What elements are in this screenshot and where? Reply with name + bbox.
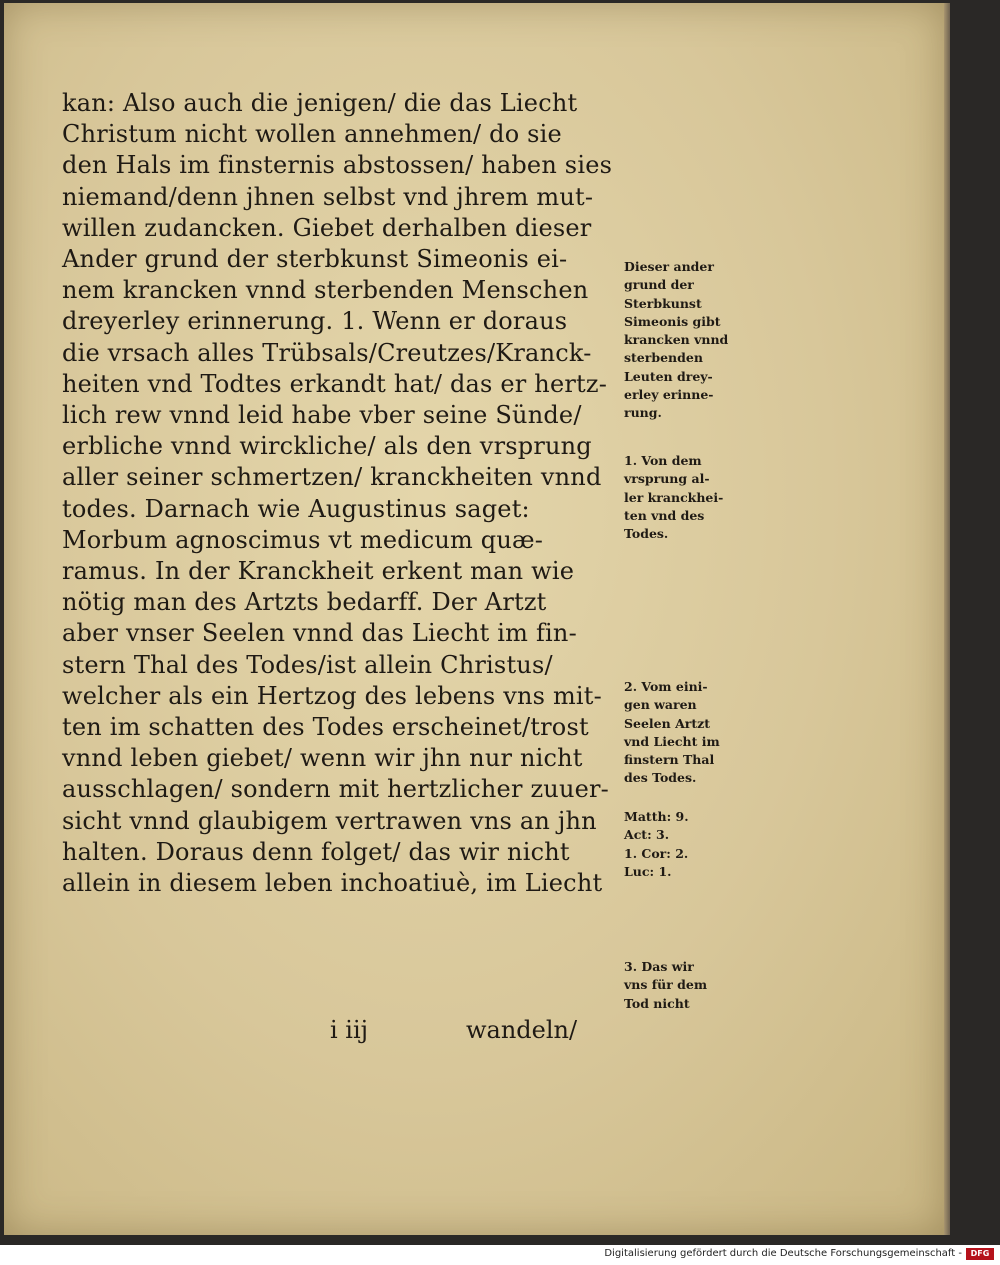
margin-note-seelen-artzt (624, 678, 720, 788)
text-line: ramus. In der Kranckheit erkent man wie (62, 557, 575, 586)
text-line: nötig man des Artzts bedarff. Der Artzt (62, 588, 547, 617)
margin-note-line: 2. Vom eini- (624, 679, 708, 694)
margin-note-line: Todes. (624, 526, 669, 542)
margin-note-line: Luc: 1. (624, 863, 672, 879)
margin-note-line: erley erinne- (624, 387, 714, 403)
margin-note-line: ler kranckhei- (624, 489, 724, 505)
margin-note-line: 1. Cor: 2. (624, 845, 689, 861)
text-line: ausschlagen/ sondern mit hertzlicher zuuer- (62, 775, 609, 804)
margin-note-line: Simeonis gibt (624, 313, 721, 329)
margin-note-line: ten vnd des (624, 507, 705, 523)
margin-note-line: vrsprung al- (624, 471, 710, 487)
margin-note-sterbkunst (624, 258, 728, 423)
text-line: halten. Doraus denn folget/ das wir nicht (62, 837, 570, 866)
text-line: Ander grund der sterbkunst Simeonis ei- (62, 245, 568, 274)
funding-credit: Digitalisierung gefördert durch die Deutsche Forschungsgemeinschaft - (604, 1248, 962, 1259)
text-line: die vrsach alles Trübsals/Creutzes/Kranck- (62, 338, 592, 367)
margin-note-tod (624, 958, 707, 1013)
margin-note-line: vns für dem (624, 977, 708, 993)
catchword: wandeln/ (466, 1016, 578, 1044)
margin-note-line: Dieser ander (624, 259, 714, 274)
margin-note-line: grund der (624, 277, 694, 293)
margin-note-line: Seelen Artzt (624, 715, 711, 731)
margin-note-line: vnd Liecht im (624, 733, 720, 749)
margin-note-line: Act: 3. (624, 827, 670, 843)
text-line: sicht vnnd glaubigem vertrawen vns an jhn (62, 806, 597, 835)
margin-note-references (624, 808, 689, 881)
margin-note-line: krancken vnnd (624, 332, 729, 348)
text-line: aller seiner schmertzen/ kranckheiten vnnd (62, 463, 602, 492)
text-line: vnnd leben giebet/ wenn wir jhn nur nicht (62, 744, 583, 773)
margin-note-vrsprung (624, 452, 723, 543)
signature-mark: i iij (330, 1016, 369, 1044)
margin-note-line: des Todes. (624, 770, 697, 786)
text-line: stern Thal des Todes/ist allein Christus/ (62, 650, 553, 679)
text-line: welcher als ein Hertzog des lebens vns mit- (62, 681, 602, 710)
text-line: den Hals im finsternis abstossen/ haben sies (62, 151, 613, 180)
margin-note-line: Tod nicht (624, 995, 690, 1011)
text-line: dreyerley erinnerung. 1. Wenn er doraus (62, 307, 568, 336)
margin-note-line: 3. Das wir (624, 959, 694, 974)
margin-note-line: rung. (624, 405, 662, 421)
page-edge (944, 3, 950, 1235)
text-line: willen zudancken. Giebet derhalben dieser (62, 213, 592, 242)
margin-note-line: Matth: 9. (624, 809, 689, 824)
margin-note-line: 1. Von dem (624, 453, 702, 468)
text-line: Christum nicht wollen annehmen/ do sie (62, 120, 562, 149)
text-line: ten im schatten des Todes erscheinet/trost (62, 713, 589, 742)
text-line: niemand/denn jhnen selbst vnd jhrem mut- (62, 182, 594, 211)
text-line: heiten vnd Todtes erkandt hat/ das er hertz- (62, 369, 608, 398)
margin-note-line: Leuten drey- (624, 368, 713, 384)
text-line: aber vnser Seelen vnnd das Liecht im fin- (62, 619, 577, 648)
margin-note-line: finstern Thal (624, 752, 715, 768)
text-line: kan: Also auch die jenigen/ die das Liecht (62, 89, 578, 117)
margin-note-line: Sterbkunst (624, 295, 702, 311)
text-line: erbliche vnnd wirckliche/ als den vrsprung (62, 432, 592, 461)
main-text-block (62, 88, 622, 899)
text-line: lich rew vnnd leid habe vber seine Sünde/ (62, 401, 582, 430)
dfg-logo: DFG (966, 1248, 994, 1260)
margin-note-line: gen waren (624, 697, 697, 713)
margin-note-line: sterbenden (624, 350, 703, 366)
text-line: allein in diesem leben inchoatiuè, im Liecht (62, 869, 603, 898)
text-line: todes. Darnach wie Augustinus saget: (62, 494, 530, 523)
text-line: nem krancken vnnd sterbenden Menschen (62, 276, 589, 305)
text-line: Morbum agnoscimus vt medicum quæ- (62, 525, 544, 554)
